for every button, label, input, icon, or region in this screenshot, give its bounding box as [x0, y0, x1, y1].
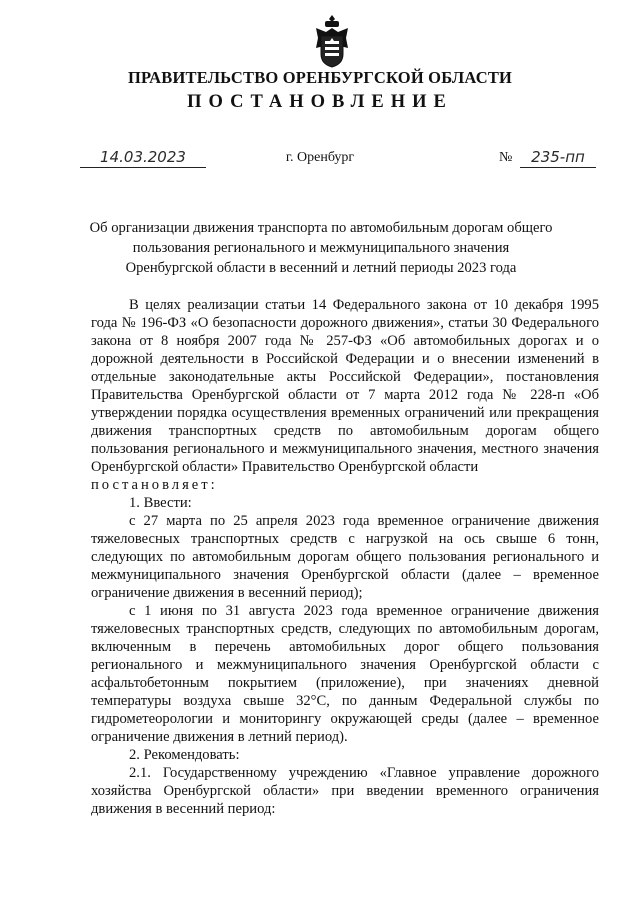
- number-label: №: [499, 150, 513, 165]
- government-title: ПРАВИТЕЛЬСТВО ОРЕНБУРГСКОЙ ОБЛАСТИ: [127, 68, 513, 87]
- document-date: 14.03.2023: [80, 148, 206, 168]
- document-subject: Об организации движения транспорта по автомобильным дорогам общего пользования регионального и межмуниципального значения Оренбургской области в весенний и летний периоды 2023 года: [89, 220, 553, 276]
- item-2: 2. Рекомендовать:: [129, 747, 240, 763]
- item-1-summer-restriction: с 1 июня по 31 августа 2023 года временное ограничение движения тяжеловесных транспортных средств, следующих по автомобильным дорогам, включенным в перечень автомобильных дорог общего пользования регионального и межмуниципального значения Оренбургской области с асфальтобетонным покрытием (приложение), при значениях дневной температуры воздуха свыше 32°С, по данным Федеральной службы по гидрометеорологии и мониторингу окружающей среды (далее – временное ограничение движения в летний период).: [91, 603, 599, 745]
- document-body: [91, 296, 599, 818]
- intro-paragraph: В целях реализации статьи 14 Федерального закона от 10 декабря 1995 года № 196-ФЗ «О безопасности дорожного движения», статьи 30 Федерального закона от 8 ноября 2007 года № 257-ФЗ «Об автомобильных дорогах и о дорожной деятельности в Российской Федерации и о внесении изменений в отдельные законодательные акты Российской Федерации», постановления Правительства Оренбургской области от 7 марта 2012 года № 228-п «Об утверждении порядка осуществления временных ограничений или прекращения движения транспортных средств по автомобильным дорогам общего пользования регионального и межмуниципального значения, местного значения Оренбургской области» Правительство Оренбургской области: [91, 297, 599, 475]
- item-2-1: 2.1. Государственному учреждению «Главное управление дорожного хозяйства Оренбургской области» при введении временного ограничения движения в весенний период:: [91, 765, 599, 817]
- item-1-spring-restriction: с 27 марта по 25 апреля 2023 года временное ограничение движения тяжеловесных транспортных средств с нагрузкой на ось свыше 6 тонн, следующих по автомобильным дорогам общего пользования регионального и межмуниципального значения Оренбургской области (далее – временное ограничение движения в весенний период);: [91, 513, 599, 601]
- document-number: 235-пп: [520, 148, 596, 168]
- document-type: ПОСТАНОВЛЕНИЕ: [187, 92, 453, 112]
- decree-word: постановляет:: [91, 477, 218, 493]
- document-city: г. Оренбург: [285, 150, 355, 165]
- coat-of-arms-icon: [312, 14, 352, 70]
- item-1: 1. Ввести:: [129, 495, 192, 511]
